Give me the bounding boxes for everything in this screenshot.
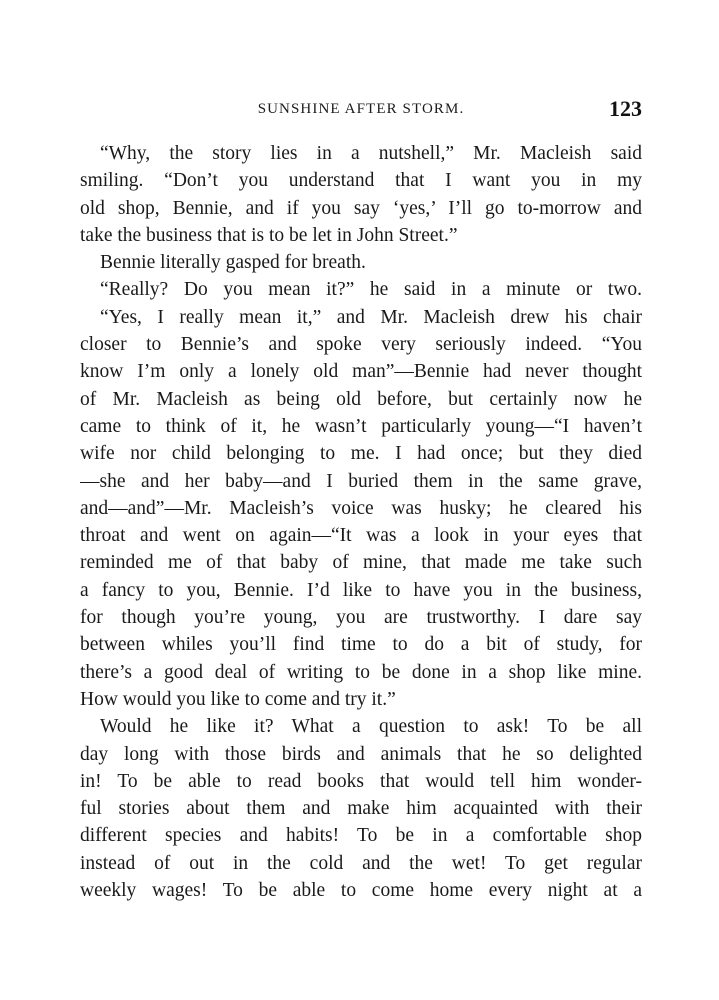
- text-line: [80, 276, 642, 303]
- text-line: [80, 222, 642, 249]
- text-line-content: weekly wages! To be able to come home every night at a: [80, 880, 642, 902]
- text-line: [80, 140, 642, 167]
- text-line: [80, 249, 642, 276]
- text-line: [80, 877, 642, 904]
- text-line-content: closer to Bennie’s and spoke very seriously indeed. “You: [80, 334, 642, 356]
- text-line-content: between whiles you’ll find time to do a bit of study, for: [80, 634, 642, 656]
- body-text: [80, 140, 642, 904]
- text-line-content: old shop, Bennie, and if you say ‘yes,’ I’ll go to-morrow and: [80, 197, 642, 219]
- text-line-content: How would you like to come and try it.”: [80, 688, 396, 710]
- text-line-content: day long with those birds and animals that he so delighted: [80, 743, 642, 765]
- text-line-content: in! To be able to read books that would tell him wonder-: [80, 770, 642, 792]
- text-line: [80, 713, 642, 740]
- text-line-content: and—and”—Mr. Macleish’s voice was husky; he cleared his: [80, 497, 642, 519]
- text-line: [80, 604, 642, 631]
- text-line-content: there’s a good deal of writing to be done in a shop like mine.: [80, 661, 642, 683]
- text-line: [80, 304, 642, 331]
- text-line-content: Bennie literally gasped for breath.: [100, 252, 366, 274]
- text-line: [80, 440, 642, 467]
- text-line: [80, 631, 642, 658]
- text-line: [80, 659, 642, 686]
- text-line: [80, 577, 642, 604]
- text-line-content: know I’m only a lonely old man”—Bennie had never thought: [80, 361, 642, 383]
- text-line-content: different species and habits! To be in a comfortable shop: [80, 825, 642, 847]
- text-line: [80, 549, 642, 576]
- text-line-content: “Why, the story lies in a nutshell,” Mr. Macleish said: [100, 143, 642, 164]
- text-line-content: reminded me of that baby of mine, that made me take such: [80, 552, 642, 574]
- text-line-content: “Yes, I really mean it,” and Mr. Macleish drew his chair: [100, 306, 642, 328]
- text-line-content: wife nor child belonging to me. I had once; but they died: [80, 443, 642, 465]
- text-line: [80, 468, 642, 495]
- text-line: [80, 522, 642, 549]
- text-line-content: came to think of it, he wasn’t particularly young—“I haven’t: [80, 415, 642, 437]
- text-line: [80, 358, 642, 385]
- text-line-content: “Really? Do you mean it?” he said in a minute or two.: [100, 279, 642, 301]
- text-line: [80, 795, 642, 822]
- page-number: 123: [609, 96, 642, 121]
- text-line-content: instead of out in the cold and the wet! To get regular: [80, 852, 642, 874]
- text-line-content: a fancy to you, Bennie. I’d like to have you in the business,: [80, 579, 642, 601]
- text-line: [80, 195, 642, 222]
- text-line-content: for though you’re young, you are trustworthy. I dare say: [80, 607, 642, 629]
- text-line: [80, 822, 642, 849]
- text-line: [80, 495, 642, 522]
- text-line: [80, 686, 642, 713]
- text-line-content: ful stories about them and make him acquainted with their: [80, 798, 642, 820]
- text-line: [80, 331, 642, 358]
- running-head: [80, 96, 642, 122]
- running-title: SUNSHINE AFTER STORM.: [257, 101, 465, 117]
- text-line: [80, 741, 642, 768]
- text-line: [80, 768, 642, 795]
- text-line-content: of Mr. Macleish as being old before, but certainly now he: [80, 388, 642, 410]
- text-line-content: throat and went on again—“It was a look in your eyes that: [80, 525, 642, 547]
- text-line: [80, 413, 642, 440]
- text-line-content: smiling. “Don’t you understand that I want you in my: [80, 170, 642, 192]
- text-line-content: —she and her baby—and I buried them in the same grave,: [80, 470, 642, 492]
- text-line-content: Would he like it? What a question to ask! To be all: [100, 716, 642, 738]
- text-line-content: take the business that is to be let in John Street.”: [80, 224, 458, 246]
- text-line: [80, 850, 642, 877]
- text-line: [80, 167, 642, 194]
- text-line: [80, 386, 642, 413]
